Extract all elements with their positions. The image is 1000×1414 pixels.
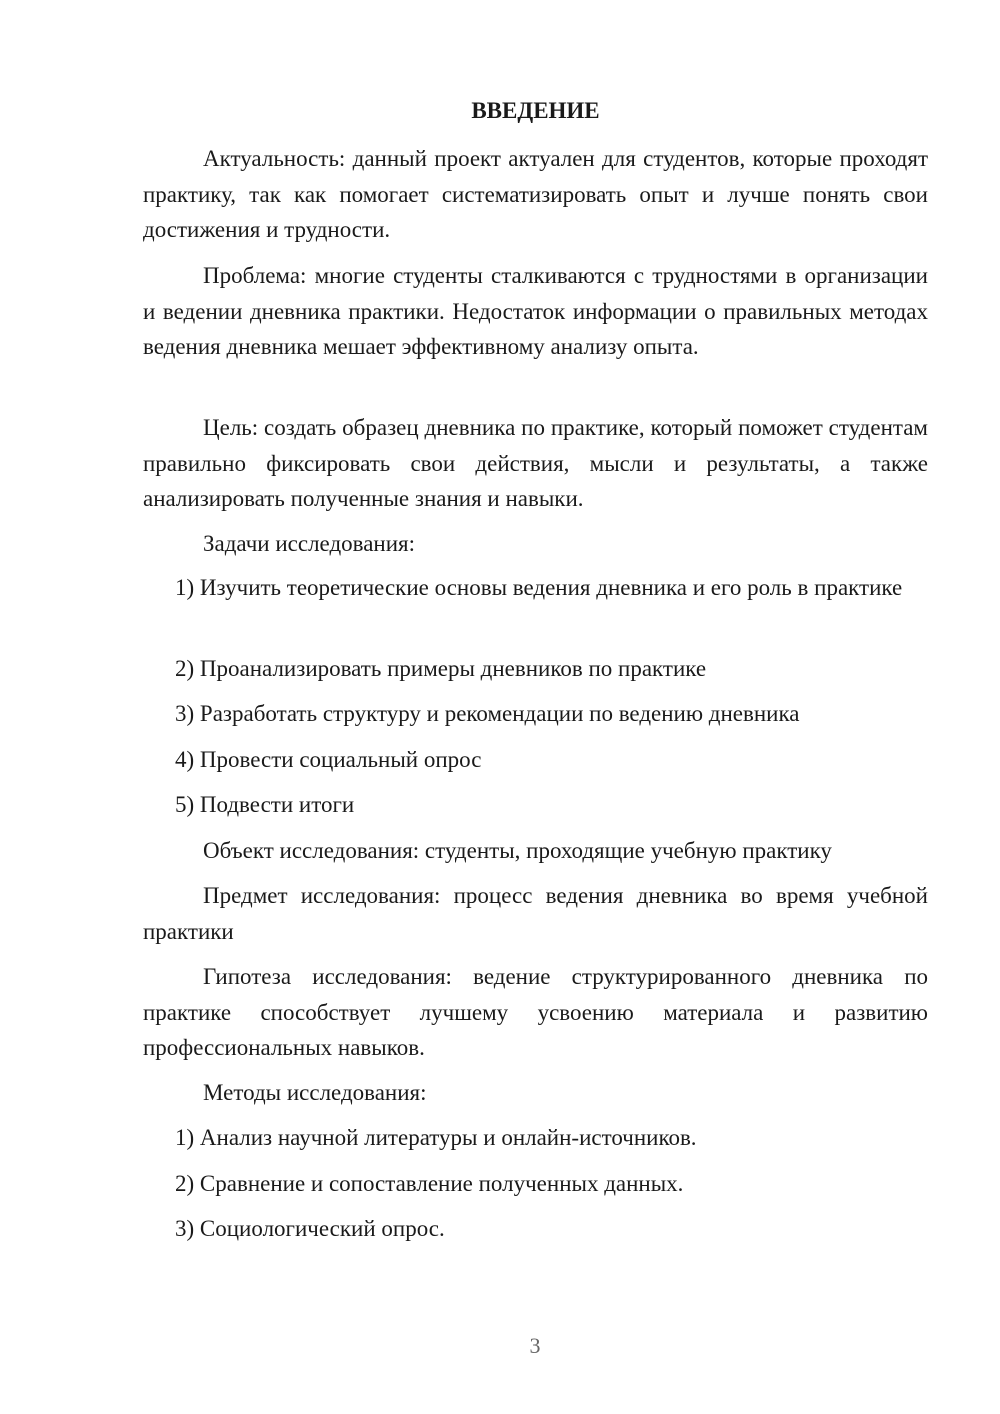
method-text-1: 1) Анализ научной литературы и онлайн-источников. [175,1125,697,1150]
goal-paragraph [143,410,928,517]
tasks-title: Задачи исследования: [203,531,416,556]
goal-text: Цель: создать образец дневника по практике, который поможет студентам правильно фиксировать свои действия, мысли и результаты, а также анализировать полученные знания и навыки. [143,415,928,511]
relevance-text: Актуальность: данный проект актуален для студентов, которые проходят практику, так как помогает систематизировать опыт и лучше понять свои достижения и трудности. [143,146,928,242]
task-text-5: 5) Подвести итоги [175,792,355,817]
methods-title: Методы исследования: [203,1080,427,1105]
problem-paragraph [143,258,928,365]
subject-paragraph [143,878,928,949]
method-text-3: 3) Социологический опрос. [175,1216,445,1241]
task-item-3 [143,696,928,732]
task-text-1: 1) Изучить теоретические основы ведения дневника и его роль в практике [175,575,903,600]
method-text-2: 2) Сравнение и сопоставление полученных данных. [175,1171,684,1196]
object-paragraph [143,833,928,869]
tasks-title-paragraph [143,526,928,562]
task-item-5 [143,787,928,823]
relevance-paragraph [143,141,928,248]
task-item-4 [143,742,928,778]
object-text: Объект исследования: студенты, проходящие учебную практику [203,838,832,863]
problem-text: Проблема: многие студенты сталкиваются с трудностями в организации и ведении дневника практики. Недостаток информации о правильных методах ведения дневника мешает эффективному анализу опыта. [143,263,928,359]
task-text-3: 3) Разработать структуру и рекомендации по ведению дневника [175,701,800,726]
subject-text: Предмет исследования: процесс ведения дневника во время учебной практики [143,883,928,944]
section-heading: ВВЕДЕНИЕ [471,98,600,123]
task-text-2: 2) Проанализировать примеры дневников по практике [175,656,707,681]
methods-title-paragraph [143,1075,928,1111]
task-item-1 [143,570,928,606]
method-item-3 [143,1211,928,1247]
hypothesis-paragraph [143,959,928,1066]
method-item-2 [143,1166,928,1202]
task-text-4: 4) Провести социальный опрос [175,747,482,772]
method-item-1 [143,1120,928,1156]
page-number: 3 [529,1333,541,1358]
hypothesis-text: Гипотеза исследования: ведение структурированного дневника по практике способствует лучшему усвоению материала и развитию профессиональных навыков. [143,964,928,1060]
task-item-2 [143,651,928,687]
